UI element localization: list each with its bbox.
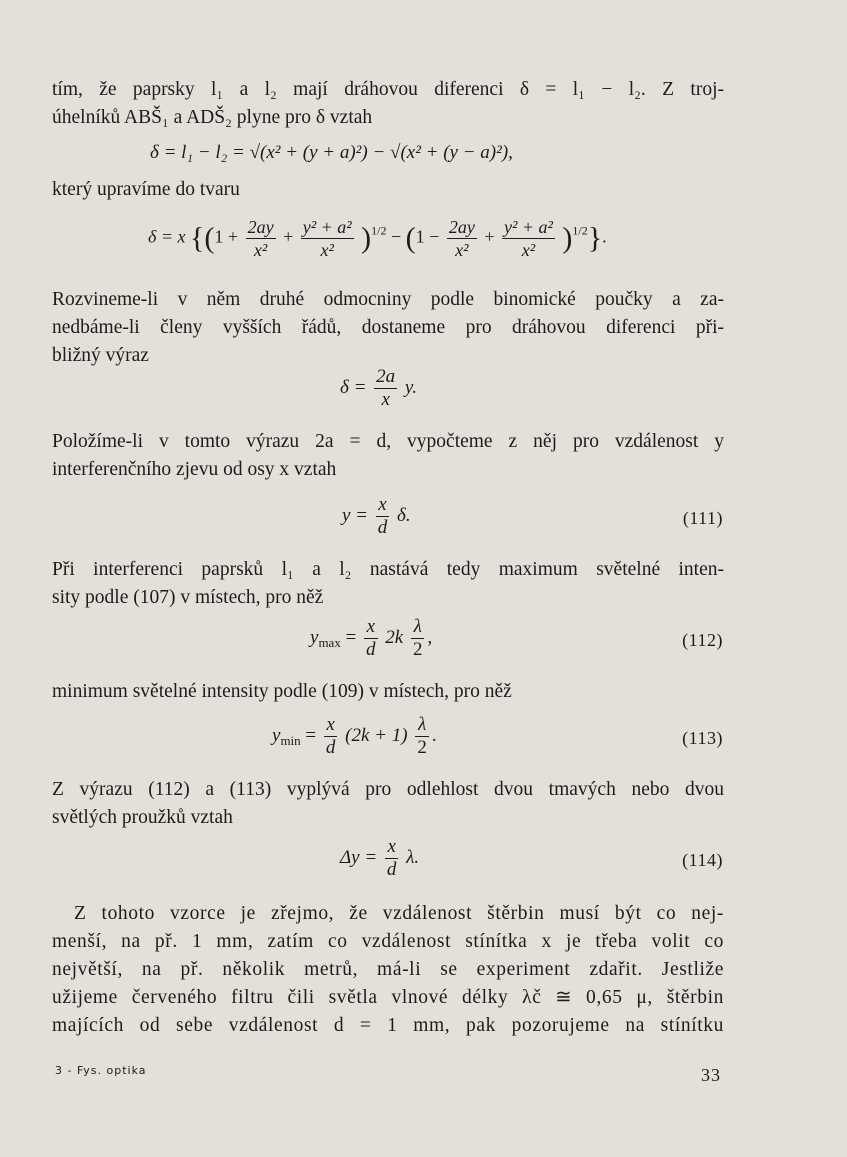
- text-line: užijeme červeného filtru čili světla vlnové délky λč ≅ 0,65 μ, štěrbin: [52, 987, 724, 1008]
- paragraph-4: [52, 428, 724, 484]
- fraction: $\frac{2ay}{\text{x²}}$: [448, 217, 475, 260]
- equation-number-112: (112): [682, 630, 723, 650]
- text-line: majících od sebe vzdálenost d = 1 mm, pak pozorujeme na stínítku: [52, 1015, 724, 1036]
- text-line: Rozvineme-li v něm druhé odmocniny podle binomické poučky a za-: [52, 289, 724, 310]
- equation-approx: δ = $\frac{2a}{x}$ y.: [340, 366, 418, 410]
- equation-number-113: (113): [682, 728, 723, 748]
- equation-delta-sqrt: δ = l₁ − l₂ = √(x² + (y + a)²) − √(x² + (y − a)²),: [150, 142, 513, 163]
- text-line: Položíme-li v tomto výrazu 2a = d, vypočteme z něj pro vzdálenost y: [52, 431, 724, 452]
- equation-112: $y_{max}$ = $\frac{x}{d}$ 2k $\frac{\lambda}{2}$ ,: [310, 616, 433, 660]
- paragraph-7: [52, 776, 724, 832]
- text-line: minimum světelné intensity podle (109) v místech, pro něž: [52, 681, 512, 702]
- text-line: který upravíme do tvaru: [52, 179, 240, 200]
- fraction: $\frac{\text{y² + a²}}{\text{x²}}$: [503, 217, 553, 260]
- paragraph-3: [52, 286, 724, 370]
- text-line: Z tohoto vzorce je zřejmo, že vzdálenost štěrbin musí být co nej-: [74, 903, 724, 924]
- text-line: největší, na př. několik metrů, má-li se experiment zdařit. Jestliže: [52, 959, 724, 980]
- signature-mark: 3 - Fys. optika: [55, 1064, 147, 1077]
- text-line: Při interferenci paprsků l₁ a l₂ nastává tedy maximum světelné inten-: [52, 559, 724, 580]
- text-line: bližný výraz: [52, 345, 149, 366]
- paragraph-8: [52, 900, 724, 1040]
- eq-lhs: δ = x: [148, 226, 186, 247]
- equation-delta-expanded: δ = x {(1 + $\frac{2ay}{\text{x²}}$ + $\frac{\text{y² + a²}}{\text{x²}}$ )$^{1/2}$ − (1 − $\frac{2ay}{\text{x²}}$ + $\frac{\text{y² + a²}}{\text{x²}}$ )$^{1/2}$}.: [148, 217, 607, 260]
- text-line: interferenčního zjevu od osy x vztah: [52, 459, 337, 480]
- equation-number-111: (111): [682, 508, 723, 528]
- paragraph-6: [52, 678, 724, 706]
- fraction: $\frac{2ay}{\text{x²}}$: [247, 217, 274, 260]
- equation-111: y = $\frac{x}{d}$ δ.: [342, 494, 411, 538]
- paragraph-5: [52, 556, 724, 612]
- text-line: Z výrazu (112) a (113) vyplývá pro odlehlost dvou tmavých nebo dvou: [52, 779, 724, 800]
- page-number: 33: [701, 1065, 721, 1085]
- paragraph-1: [52, 76, 724, 132]
- paragraph-2: [52, 176, 724, 204]
- text-line: tím, že paprsky l₁ a l₂ mají dráhovou diferenci δ = l₁ − l₂. Z troj-: [52, 79, 724, 100]
- text-line: menší, na př. 1 mm, zatím co vzdálenost stínítka x je třeba volit co: [52, 931, 724, 952]
- equation-number-114: (114): [682, 850, 723, 870]
- equation-114: Δy = $\frac{x}{d}$ λ.: [340, 836, 420, 880]
- text-line: sity podle (107) v místech, pro něž: [52, 587, 324, 608]
- text-line: úhelníků ABŠ₁ a ADŠ₂ plyne pro δ vztah: [52, 107, 373, 128]
- fraction: $\frac{\text{y² + a²}}{\text{x²}}$: [302, 217, 352, 260]
- equation-113: $y_{min}$ = $\frac{x}{d}$ (2k + 1) $\frac{\lambda}{2}$ .: [272, 714, 437, 758]
- text-line: nedbáme-li členy vyšších řádů, dostaneme pro dráhovou diferenci při-: [52, 317, 724, 338]
- text-line: světlých proužků vztah: [52, 807, 233, 828]
